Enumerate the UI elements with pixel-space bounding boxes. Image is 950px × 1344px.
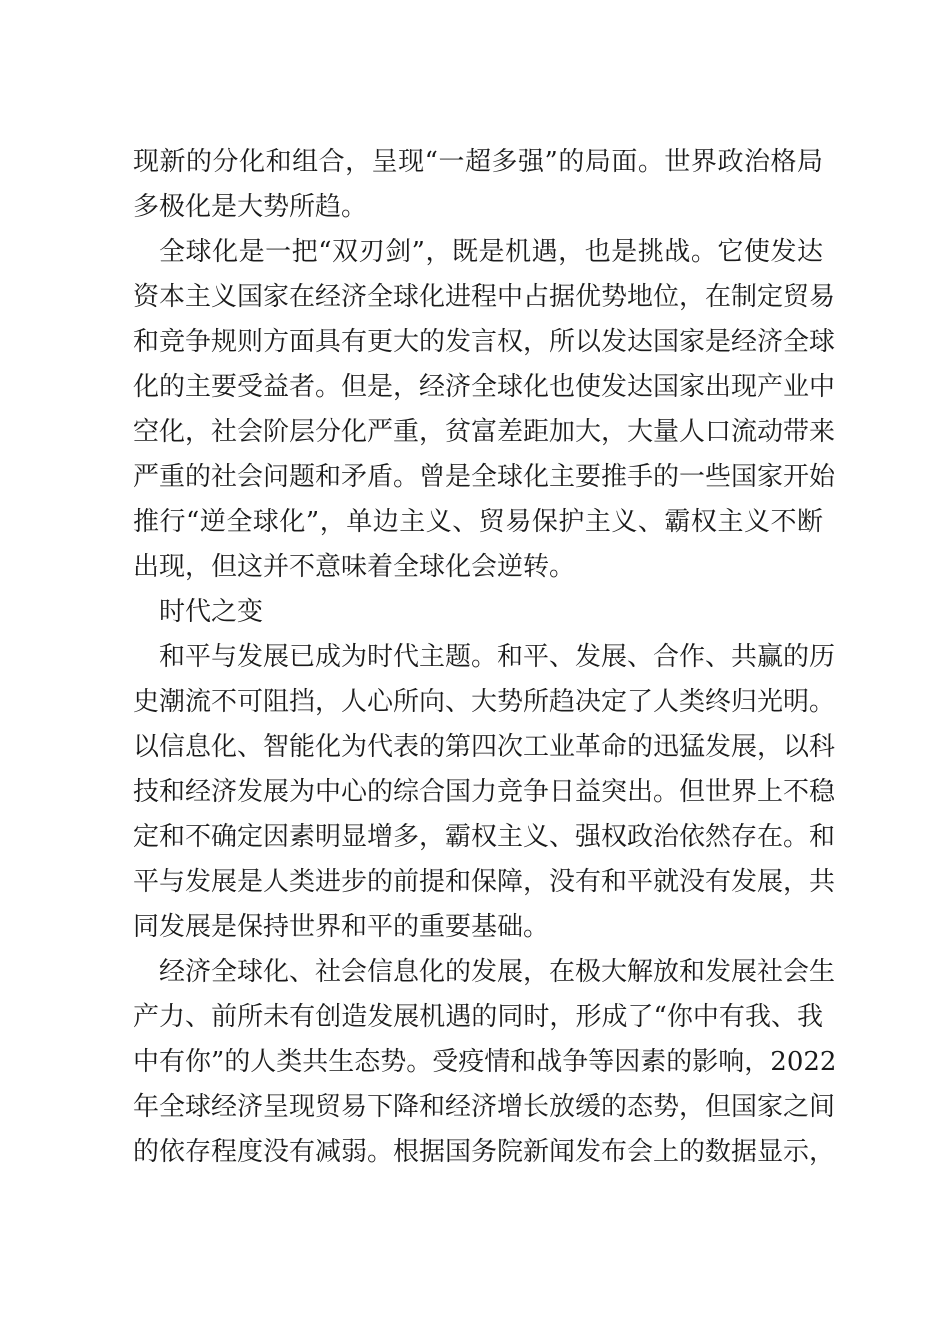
text-line: 同发展是保持世界和平的重要基础。	[133, 912, 550, 942]
text-line: 全球化是一把“双刃剑”，既是机遇，也是挑战。它使发达	[159, 237, 823, 267]
text-line: 技和经济发展为中心的综合国力竞争日益突出。但世界上不稳	[133, 777, 836, 807]
text-line: 严重的社会问题和矛盾。曾是全球化主要推手的一些国家开始	[133, 462, 836, 492]
text-line: 化的主要受益者。但是，经济全球化也使发达国家出现产业中	[133, 372, 836, 402]
text-line: 经济全球化、社会信息化的发展，在极大解放和发展社会生	[159, 957, 836, 987]
body-text	[133, 140, 837, 1175]
text-line: 平与发展是人类进步的前提和保障，没有和平就没有发展，共	[133, 867, 836, 897]
section-heading: 时代之变	[159, 597, 264, 627]
text-line: 出现，但这并不意味着全球化会逆转。	[133, 552, 576, 582]
text-line: 多极化是大势所趋。	[133, 192, 368, 222]
text-line: 推行“逆全球化”，单边主义、贸易保护主义、霸权主义不断	[133, 507, 823, 537]
text-line: 空化，社会阶层分化严重，贫富差距加大，大量人口流动带来	[133, 417, 836, 447]
text-line: 产力、前所未有创造发展机遇的同时，形成了“你中有我、我	[133, 1002, 823, 1032]
text-line: 现新的分化和组合，呈现“一超多强”的局面。世界政治格局	[133, 147, 823, 177]
text-line: 中有你”的人类共生态势。受疫情和战争等因素的影响，2022	[133, 1047, 837, 1077]
text-line: 年全球经济呈现贸易下降和经济增长放缓的态势，但国家之间	[133, 1092, 836, 1122]
text-line: 以信息化、智能化为代表的第四次工业革命的迅猛发展，以科	[133, 732, 836, 762]
text-line: 的依存程度没有减弱。根据国务院新闻发布会上的数据显示，	[133, 1137, 836, 1167]
text-line: 和平与发展已成为时代主题。和平、发展、合作、共赢的历	[159, 642, 836, 672]
text-line: 和竞争规则方面具有更大的发言权，所以发达国家是经济全球	[133, 327, 836, 357]
text-line: 定和不确定因素明显增多，霸权主义、强权政治依然存在。和	[133, 822, 836, 852]
text-line: 资本主义国家在经济全球化进程中占据优势地位，在制定贸易	[133, 282, 836, 312]
text-line: 史潮流不可阻挡，人心所向、大势所趋决定了人类终归光明。	[133, 687, 836, 717]
